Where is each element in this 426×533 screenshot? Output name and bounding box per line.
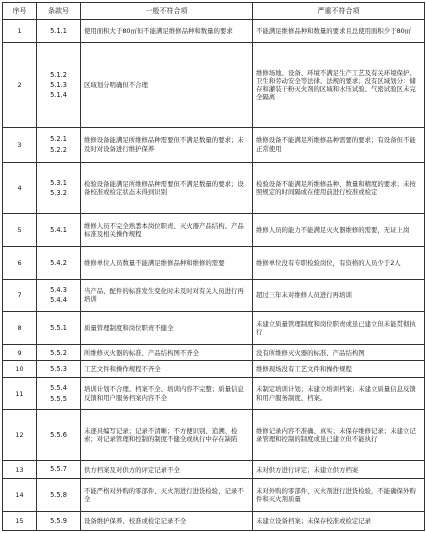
table-row [3,246,425,279]
serial-number-cell: 4 [3,162,37,213]
clause-number: 5.5.5 [50,394,67,403]
serious-nonconformity-cell: 维修单位没有专职检验岗位，有资格的人员少于2人 [253,246,425,279]
table-row [3,279,425,312]
clause-number-cell [37,20,81,43]
clause-number: 5.1.2 [50,70,67,79]
clause-number: 5.1.4 [50,91,67,100]
clause-number: 5.5.2 [50,348,67,357]
clause-number: 5.5.3 [50,364,67,373]
clause-number: 5.5.9 [50,516,67,525]
general-nonconformity-cell: 不能严格对外购的零部件、灭火剂进行进货检验，记录不全 [81,479,253,512]
clause-number-cell [37,214,81,247]
general-nonconformity-cell: 所维修灭火器的标准、产品结构图不齐全 [81,345,253,361]
serial-number-cell: 7 [3,279,37,312]
clause-number-cell [37,512,81,531]
table-row [3,377,425,410]
table-row [3,479,425,512]
table-row [3,162,425,213]
serious-nonconformity-cell: 维修设备不能满足所维修品种需要的要求；有设备但不能正常使用 [253,127,425,162]
header-clause-number: 条款号 [37,3,81,20]
clause-number-cell [37,43,81,127]
clause-number: 5.4.3 [50,286,67,295]
header-serious-nonconformity: 严重不符合项 [253,3,425,20]
serious-nonconformity-cell: 维修现场没有工艺文件和操作规程 [253,361,425,377]
clause-number-cell [37,345,81,361]
serious-nonconformity-cell: 未制定培训计划；未建立培训档案；未建立质量信息反馈和用户服务制度、档案。 [253,377,425,410]
serious-nonconformity-cell: 维修记录内容不准确、真实；未保存维修记录；未建立记录管理和控制的制度或虽已建立但不能执行 [253,410,425,460]
general-nonconformity-cell: 未逐具编写记录；记录不清晰；不方便识别、追溯、检索；对记录管理和控制的制度不健全或执行中存在缺陷 [81,410,253,460]
clause-number-cell [37,279,81,312]
serious-nonconformity-cell: 没有所维修灭火器的标准、产品结构图 [253,345,425,361]
table-header-row [3,3,425,20]
clause-number: 5.5.6 [50,431,67,439]
clause-number: 5.2.1 [50,135,67,144]
table-row [3,43,425,127]
clause-number: 5.4.4 [50,296,67,305]
serial-number-cell: 11 [3,377,37,410]
table-row [3,312,425,345]
serious-nonconformity-cell: 检验设备不能满足所维修品种、数量和精度的要求；未按照规定的时间隔或在使用前进行校准或检定 [253,162,425,213]
table-row [3,345,425,361]
serious-nonconformity-cell: 维修场地、设备、环境不满足生产工艺及有关环境保护、卫生和劳动安全等法律、法规的要求；没有区域划分：储存和灌装干粉灭火剂的区域和水压试验、气密试验区未完全隔离 [253,43,425,127]
table-row [3,460,425,479]
serial-number-cell: 15 [3,512,37,531]
clause-number: 5.1.3 [50,80,67,89]
table-row [3,361,425,377]
serious-nonconformity-cell: 未对供方进行评定；未建立供方档案 [253,460,425,479]
serial-number-cell: 3 [3,127,37,162]
table-row [3,127,425,162]
general-nonconformity-cell: 维修单位人员数量不能满足维修品种和维修的需要 [81,246,253,279]
general-nonconformity-cell: 质量管理制度和岗位职责不健全 [81,312,253,345]
general-nonconformity-cell: 维修人员不完全熟悉本岗位职责、灭火器产品结构、产品标准及相关操作规程 [81,214,253,247]
header-general-nonconformity: 一般不符合项 [81,3,253,20]
serial-number-cell: 6 [3,246,37,279]
clause-number: 5.4.1 [50,225,67,234]
clause-number-cell [37,377,81,410]
serial-number-cell: 13 [3,460,37,479]
clause-number: 5.4.2 [50,258,67,267]
table-row [3,20,425,43]
serious-nonconformity-cell: 未对外购的零部件、灭火剂进行进货检验，不能确保外购件和灭火剂质量 [253,479,425,512]
serial-number-cell: 8 [3,312,37,345]
general-nonconformity-cell: 维修设备能满足所维修品种需要但不满足数量的要求；未及时对设备进行维护保养 [81,127,253,162]
serious-nonconformity-cell: 未建立质量管理制度和岗位职责或虽已建立但未能贯彻执行 [253,312,425,345]
table-body [3,20,425,531]
clause-number: 5.5.8 [50,491,67,500]
clause-number: 5.5.4 [50,384,67,393]
clause-number: 5.3.2 [50,188,67,197]
serial-number-cell: 14 [3,479,37,512]
clause-number: 5.1.1 [50,27,67,36]
serious-nonconformity-cell: 维修人员的能力不能满足灭火器维修的需要，无证上岗 [253,214,425,247]
serious-nonconformity-cell: 未建立设备档案；未保存校准或检定记录 [253,512,425,531]
serial-number-cell: 10 [3,361,37,377]
serial-number-cell: 5 [3,214,37,247]
clause-number: 5.5.7 [50,465,67,474]
clause-number-cell [37,410,81,460]
general-nonconformity-cell: 供方档案及对供方的评定记录不全 [81,460,253,479]
serial-number-cell: 1 [3,20,37,43]
general-nonconformity-cell: 区域划分明确但不合理 [81,43,253,127]
general-nonconformity-cell: 检验设备能满足所维修品种需要但不满足数量的要求；设备校准或检定状态未得到识别 [81,162,253,213]
general-nonconformity-cell: 培训计划不合理、档案不全、培训内容不完整；质量信息反馈和用户服务档案内容不全 [81,377,253,410]
clause-number-cell [37,127,81,162]
clause-number: 5.2.2 [50,145,67,154]
nonconformity-table [2,2,425,531]
general-nonconformity-cell: 设备维护保养、校准或检定记录不全 [81,512,253,531]
table-row [3,214,425,247]
clause-number-cell [37,460,81,479]
header-serial-number: 序号 [3,3,37,20]
table-row [3,410,425,460]
clause-number: 5.3.1 [50,178,67,187]
serial-number-cell: 9 [3,345,37,361]
clause-number-cell [37,246,81,279]
general-nonconformity-cell: 使用面积大于80㎡但不能满足维修品种和数量的要求 [81,20,253,43]
clause-number-cell [37,312,81,345]
serial-number-cell: 2 [3,43,37,127]
table-row [3,512,425,531]
clause-number-cell [37,162,81,213]
general-nonconformity-cell: 工艺文件和操作规程不齐全 [81,361,253,377]
serial-number-cell: 12 [3,410,37,460]
serious-nonconformity-cell: 不能满足维修品种和数量的要求且总使用面积少于80㎡ [253,20,425,43]
general-nonconformity-cell: 当产品、配件的标准发生变化时未及时对有关人员进行再培训 [81,279,253,312]
clause-number-cell [37,479,81,512]
serious-nonconformity-cell: 超过三年未对维修人员进行再培训 [253,279,425,312]
clause-number: 5.5.1 [50,324,67,333]
clause-number-cell [37,361,81,377]
